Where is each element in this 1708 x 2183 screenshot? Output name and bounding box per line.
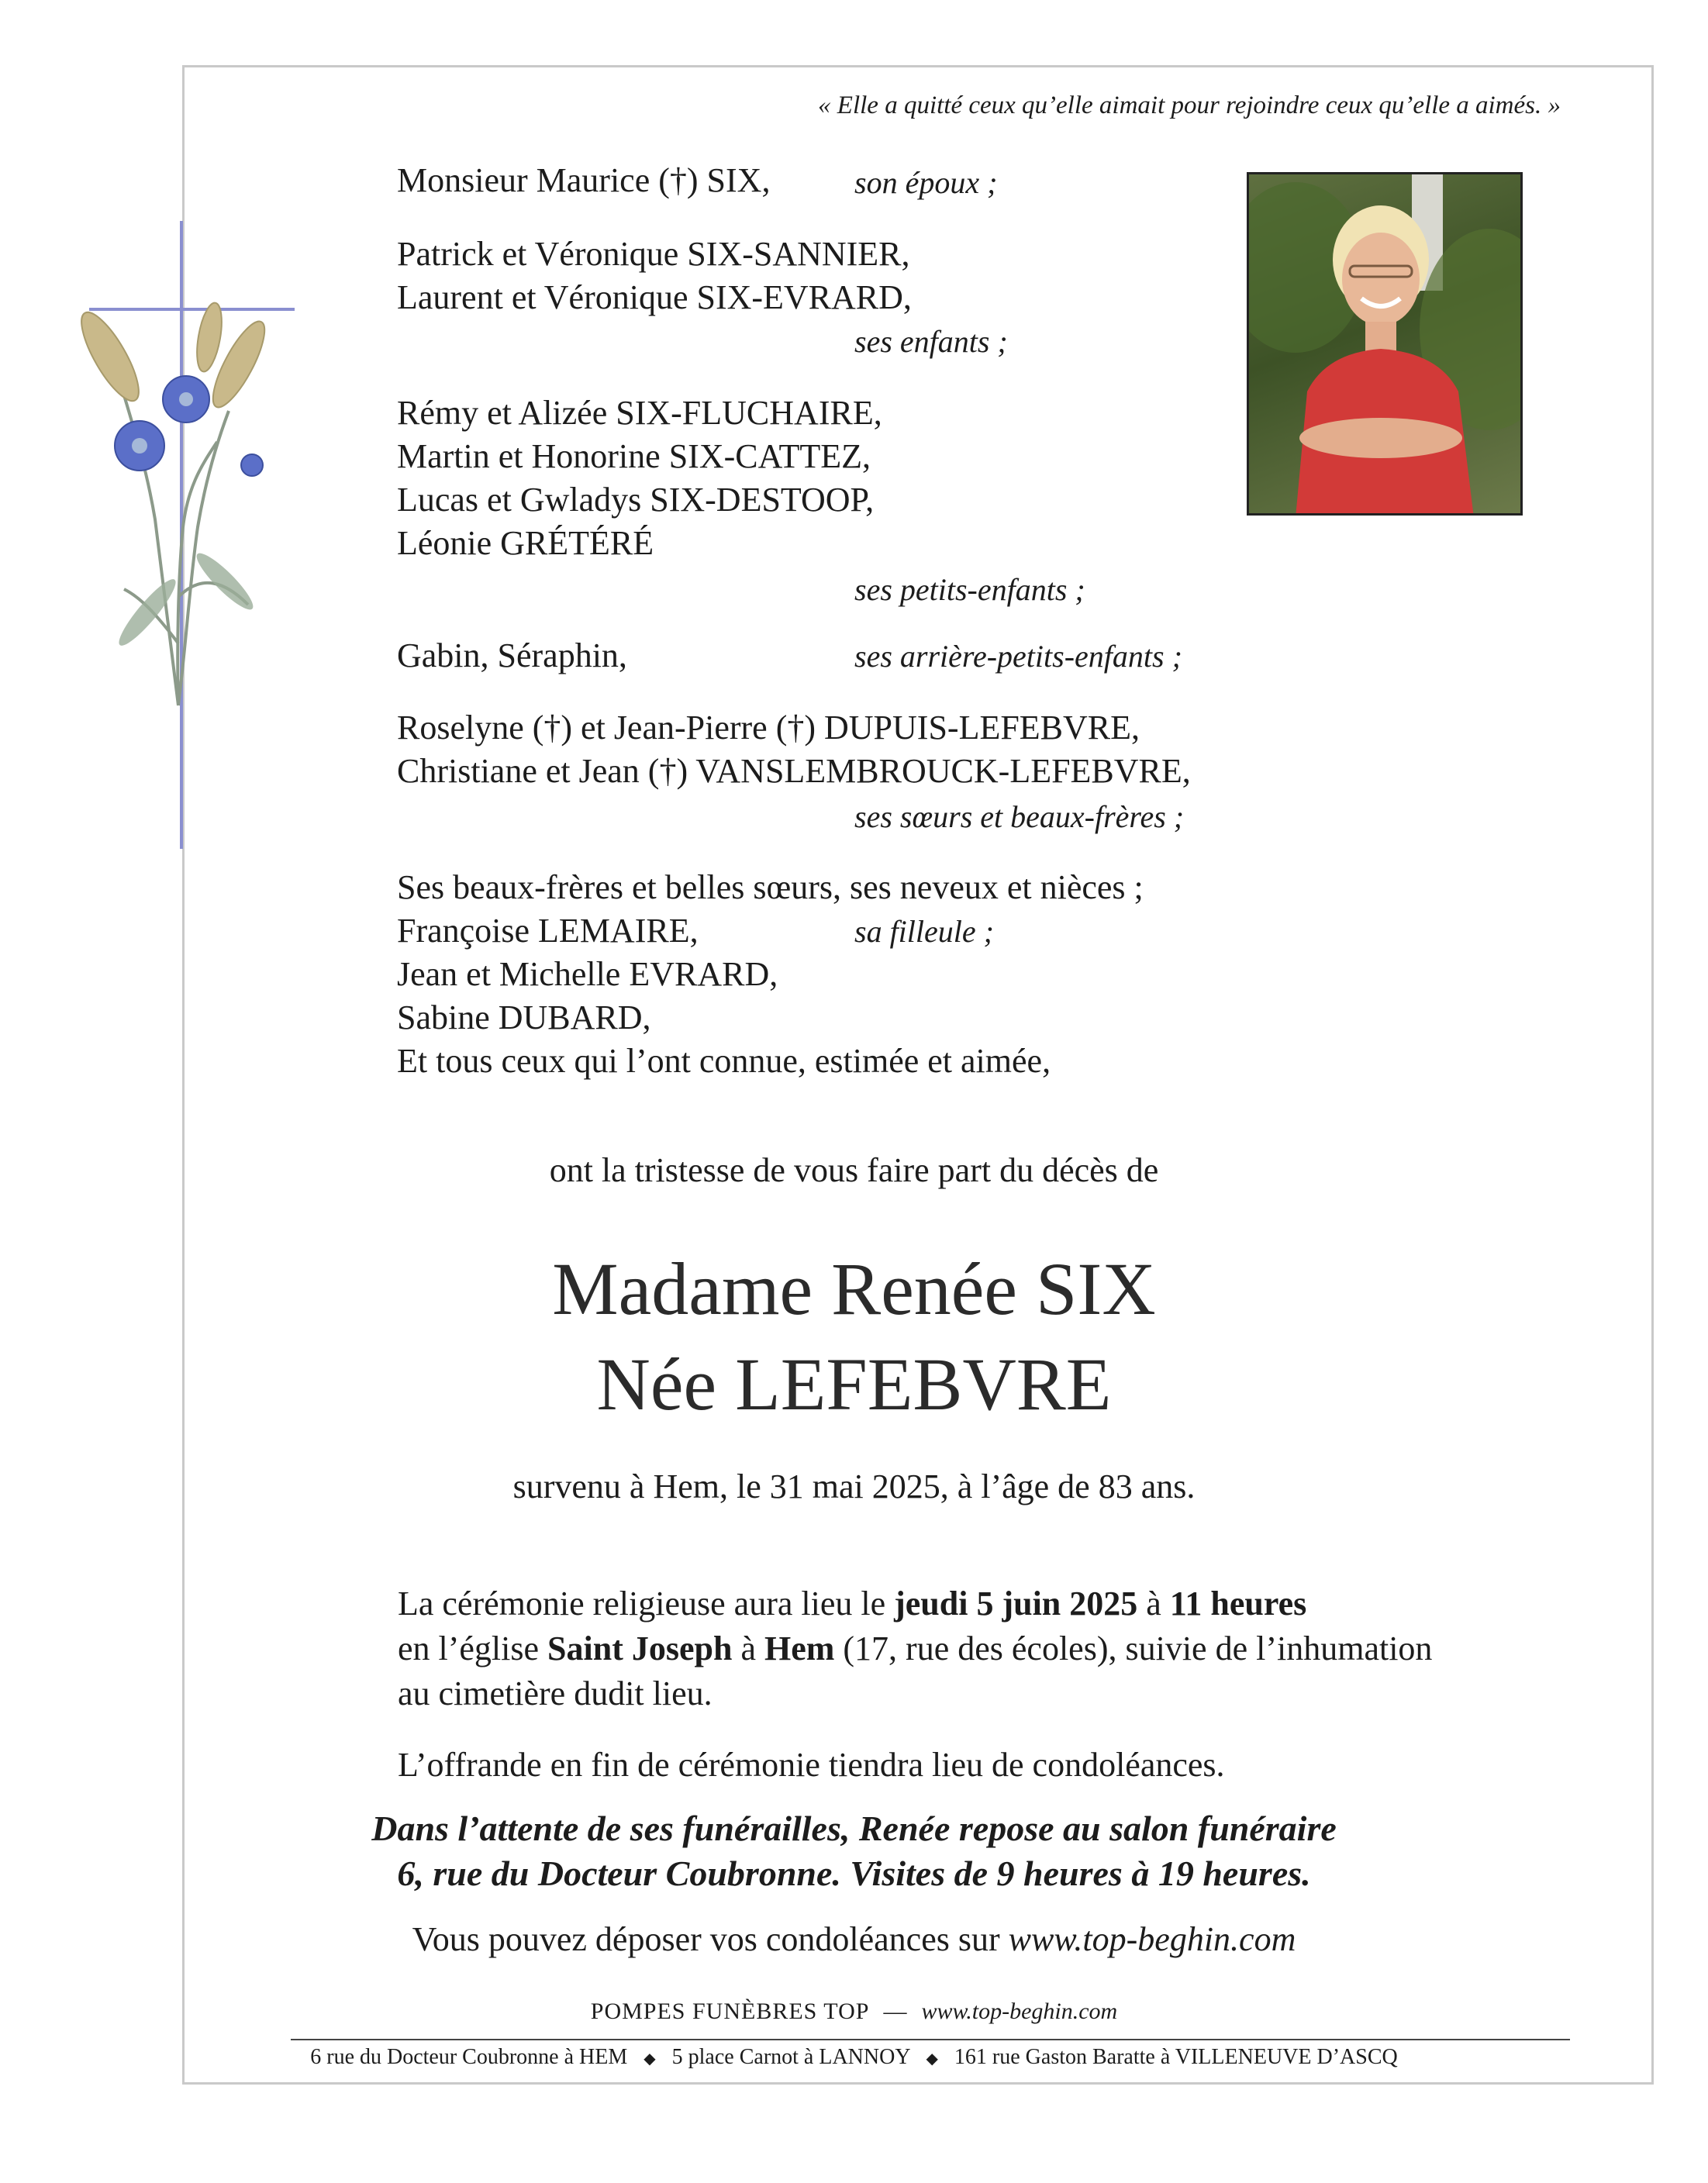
others-line: Françoise LEMAIRE, xyxy=(397,912,699,950)
ceremony-line-3: au cimetière dudit lieu. xyxy=(398,1674,713,1712)
footer-address: 5 place Carnot à LANNOY xyxy=(671,2045,910,2069)
footer-org-line xyxy=(0,1998,1708,2025)
ceremony-text: en l’église xyxy=(398,1629,548,1667)
grandchild-line: Lucas et Gwladys SIX-DESTOOP, xyxy=(397,481,875,519)
diamond-separator-icon: ◆ xyxy=(926,2050,938,2067)
announcement-text: ont la tristesse de vous faire part du décès de xyxy=(549,1151,1159,1189)
footer-org-name: POMPES FUNÈBRES TOP xyxy=(590,1998,870,2024)
diamond-separator-icon: ◆ xyxy=(644,2050,656,2067)
great-grandchildren-role: ses arrière-petits-enfants ; xyxy=(854,639,1182,674)
cross-horizontal xyxy=(89,308,295,311)
condolences-line xyxy=(0,1918,1708,1961)
children-role: ses enfants ; xyxy=(854,324,1008,359)
footer-website-link[interactable]: www.top-beghin.com xyxy=(921,1998,1118,2024)
others-line: Sabine DUBARD, xyxy=(397,998,651,1036)
footer-divider xyxy=(291,2039,1570,2040)
portrait-photo xyxy=(1247,172,1523,516)
ceremony-text: (17, rue des écoles), suivie de l’inhumation xyxy=(834,1629,1433,1667)
others-line: Jean et Michelle EVRARD, xyxy=(397,955,778,993)
epigraph-quote: « Elle a quitté ceux qu’elle aimait pour rejoindre ceux qu’elle a aimés. » xyxy=(818,91,1561,119)
cross-flowers-illustration xyxy=(62,209,295,853)
footer-addresses xyxy=(0,2045,1708,2070)
spouse-line: Monsieur Maurice (†) SIX, xyxy=(397,161,771,199)
offering-note: L’offrande en fin de cérémonie tiendra lieu de condoléances. xyxy=(398,1746,1225,1784)
deceased-maiden-name: Née LEFEBVRE xyxy=(596,1343,1112,1426)
death-details: survenu à Hem, le 31 mai 2025, à l’âge de 83 ans. xyxy=(512,1467,1196,1505)
child-line: Laurent et Véronique SIX-EVRARD, xyxy=(397,278,912,316)
condolences-text: Vous pouvez déposer vos condoléances sur xyxy=(412,1920,1009,1958)
ceremony-line-2 xyxy=(398,1626,1561,1671)
town-name: Hem xyxy=(764,1629,835,1667)
ceremony-text: La cérémonie religieuse aura lieu le xyxy=(398,1585,895,1623)
great-grandchildren-line: Gabin, Séraphin, xyxy=(397,636,627,674)
condolences-link[interactable]: www.top-beghin.com xyxy=(1008,1920,1296,1958)
siblings-role: ses sœurs et beaux-frères ; xyxy=(854,799,1185,834)
child-line: Patrick et Véronique SIX-SANNIER, xyxy=(397,235,910,273)
others-line: Et tous ceux qui l’ont connue, estimée et aimée, xyxy=(397,1042,1051,1080)
others-line: Ses beaux-frères et belles sœurs, ses neveux et nièces ; xyxy=(397,868,1144,906)
ceremony-date: jeudi 5 juin 2025 xyxy=(894,1585,1138,1623)
sibling-line: Christiane et Jean (†) VANSLEMBROUCK-LEFEBVRE, xyxy=(397,752,1191,790)
footer-dash: — xyxy=(883,1998,908,2024)
grandchild-line: Léonie GRÉTÉRÉ xyxy=(397,524,654,562)
goddaughter-role: sa filleule ; xyxy=(854,914,994,949)
ceremony-time: 11 heures xyxy=(1169,1585,1307,1623)
grandchildren-role: ses petits-enfants ; xyxy=(854,572,1085,607)
footer-address: 161 rue Gaston Baratte à VILLENEUVE D’ASCQ xyxy=(954,2045,1398,2069)
church-name: Saint Joseph xyxy=(547,1629,733,1667)
ceremony-text: à xyxy=(1137,1585,1170,1623)
funeral-home-line-2: 6, rue du Docteur Coubronne. Visites de 9 heures à 19 heures. xyxy=(397,1854,1311,1893)
ceremony-text: à xyxy=(732,1629,764,1667)
sibling-line: Roselyne (†) et Jean-Pierre (†) DUPUIS-LEFEBVRE, xyxy=(397,709,1140,747)
ceremony-line-1 xyxy=(398,1581,1561,1626)
grandchild-line: Rémy et Alizée SIX-FLUCHAIRE, xyxy=(397,394,882,432)
spouse-role: son époux ; xyxy=(854,165,998,200)
grandchild-line: Martin et Honorine SIX-CATTEZ, xyxy=(397,437,871,475)
deceased-name: Madame Renée SIX xyxy=(552,1247,1156,1330)
footer-address: 6 rue du Docteur Coubronne à HEM xyxy=(310,2045,628,2069)
funeral-home-line-1: Dans l’attente de ses funérailles, Renée repose au salon funéraire xyxy=(371,1809,1337,1848)
